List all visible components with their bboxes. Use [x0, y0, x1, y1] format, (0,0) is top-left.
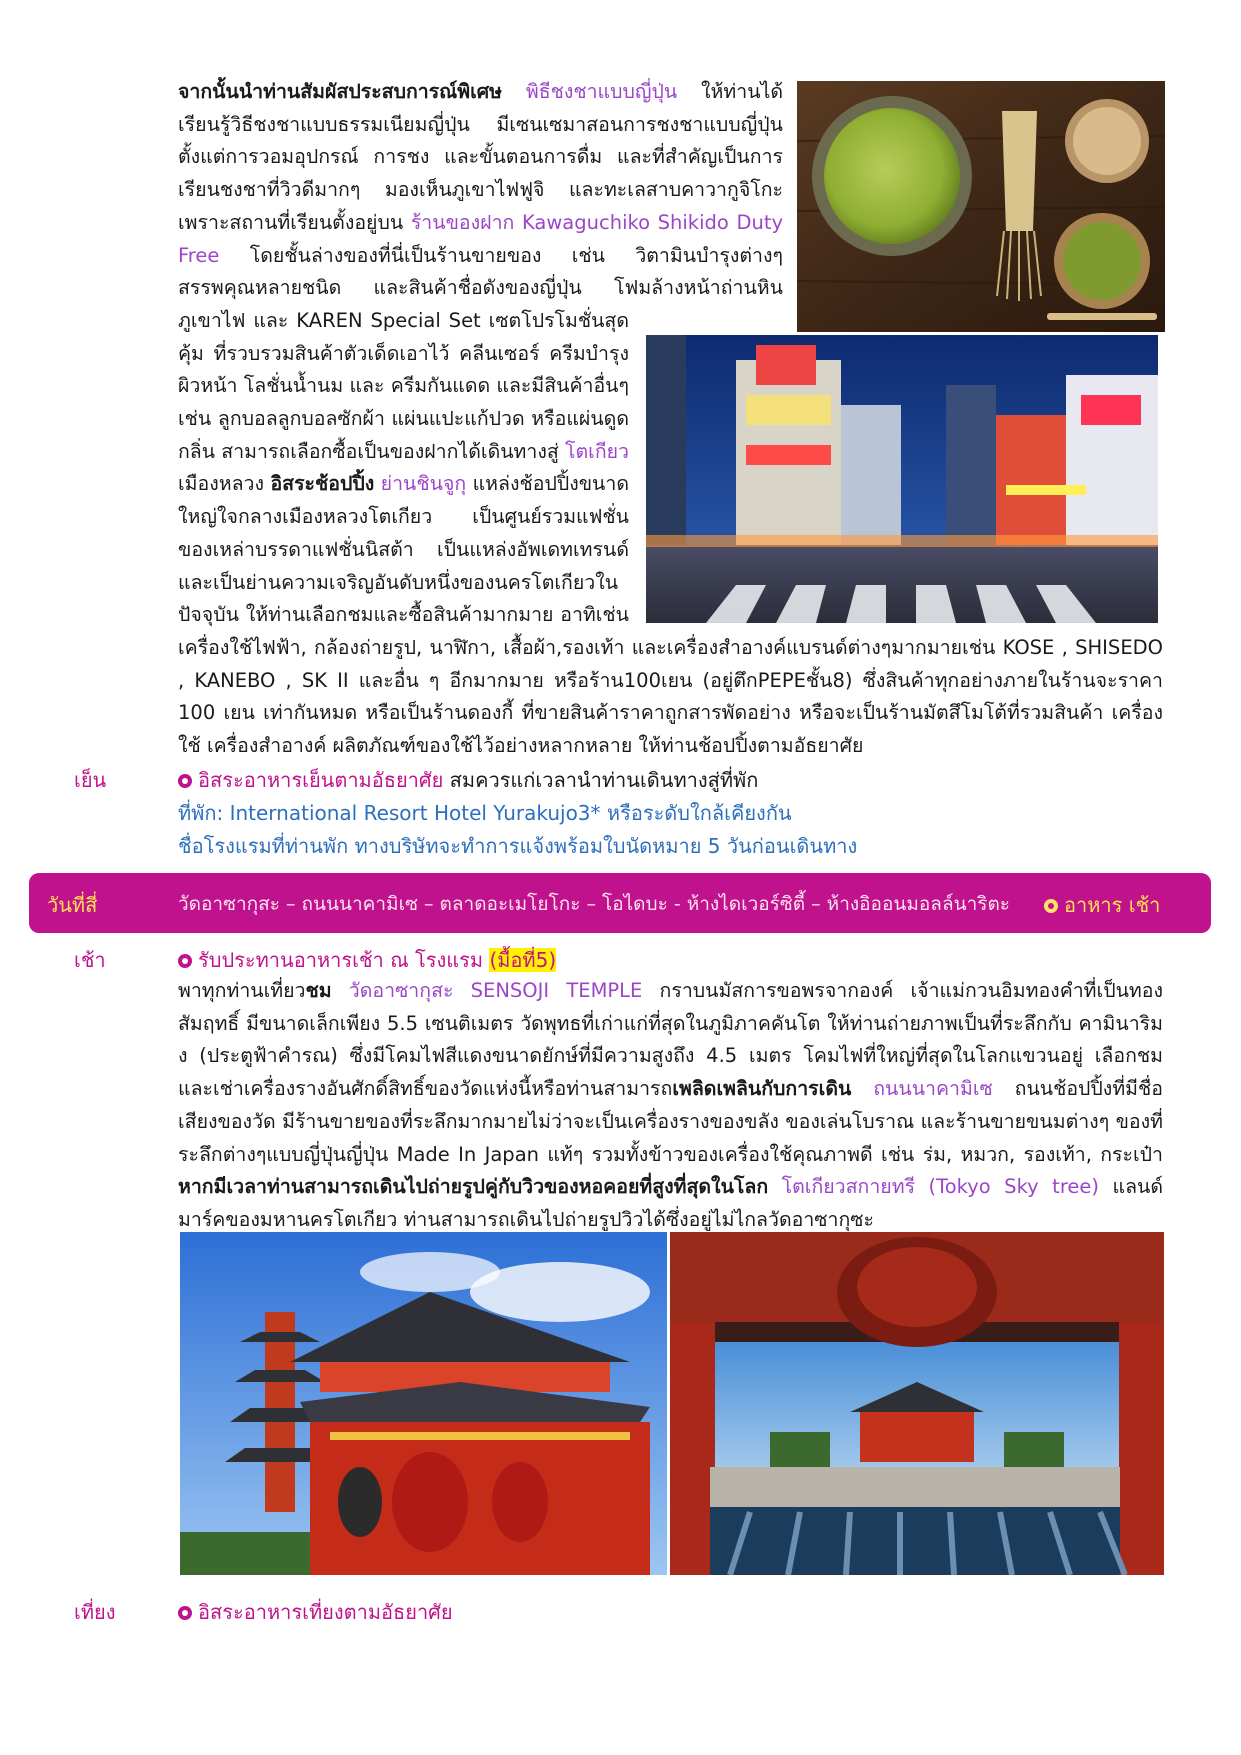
sensoji-gate-photo — [180, 1232, 667, 1575]
shinjuku-text: แหล่งช้อปปิ้งขนาดใหญ่ใจกลางเมืองหลวงโตเกียว เป็นศูนย์รวมแฟชั่น ของเหล่าบรรดาแฟชั่นนิสต้า เป็นแหล่งอัพเดทเทรนด์ และเป็นย่านความเจริญอันดับหนึ่งของนครโตเกียวในปัจจุบัน ให้ท่านเลือกชมและซื้อสินค้ามากมาย อาทิเช่น เครื่องใช้ไฟฟ้า, กล้องถ่ายรูป, นาฬิกา, เสื้อผ้า,รองเท้า และเครื่องสำอางค์แบรนด์ต่างๆมากมายเช่น KOSE , SHISEDO , KANEBO , SK II และอื่น ๆ อีกมากมาย หรือร้าน100เยน (อยู่ตึกPEPEชั้น8) ซึ่งสินค้าทุกอย่างภายในร้านจะราคา 100 เยน เท่ากันหมด หรือเป็นร้านดองกี้ ที่ขายสินค้าราคาถูกสารพัดอย่าง หรือจะเป็นร้านมัตสึโมโต้ที่รวมสินค้า เครื่องใช้ เครื่องสำอางค์ ผลิตภัณฑ์ของใช้ไว้อย่างหลากหลาย ให้ท่านช้อปปิ้งตามอัธยาศัย — [178, 472, 1163, 758]
shop-text: โดยชั้นล่างของที่นี่เป็นร้านขายของ เช่น วิตามินบำรุงต่างๆ สรรพคุณหลายชนิด และสินค้าชื่อดังของญี่ปุ่น โฟมล้างหน้าถ่านหินภูเขาไฟ และ KAREN Special Set เซตโปรโมชั่นสุดคุ้ม ที่รวบรวมสินค้าตัวเด็ดเอาไว้ คลีนเซอร์ ครีมบำรุงผิวหน้า โลชั่นน้ำนม และ ครีมกันแดด และมีสินค้าอื่นๆเช่น ลูกบอลลูกบอลซักผ้า แผ่นแปะแก้ปวด หรือแผ่นดูดกลิ่น สามารถเลือกซื้อเป็นของฝากได้เดินทางสู่ — [178, 243, 784, 463]
sensoji-text: กราบนมัสการขอพรจากองค์ เจ้าแม่กวนอิมทองคำที่เป็นทองสัมฤทธิ์ มีขนาดเล็กเพียง 5.5 เซนติเมตร วัดพุทธที่เก่าแก่ที่สุดในภูมิภาคคันโต ให้ท่านถ่ายภาพเป็นที่ระลึกกับ คามินาริมง (ประตูฟ้าคำรณ) ซึ่งมีโคมไฟสีแดงขนาดยักษ์ที่มีความสูงถึง 4.5 เมตร โคมไฟที่ใหญ่ที่สุดในโลกแขวนอยู่ เลือกชมและเช่าเครื่องรางอันศักดิ์สิทธิ์ของวัดแห่งนี้หรือท่านสามารถ — [178, 979, 1164, 1101]
skytree-link: โตเกียวสกายทรี (Tokyo Sky tree) — [781, 1175, 1100, 1199]
tea-lead: จากนั้นนำท่านสัมผัสประสบการณ์พิเศษ — [178, 80, 503, 103]
hotel-line: ที่พัก: International Resort Hotel Yurakujo3* หรือระดับใกล้เคียงกัน — [178, 801, 792, 825]
breakfast-line — [178, 944, 556, 976]
day-four-band — [29, 873, 1211, 933]
nakamise-link: ถนนนาคามิเซ — [873, 1077, 993, 1101]
lunch-meal: อิสระอาหารเที่ยงตามอัธยาศัย — [198, 1600, 453, 1624]
tea-ceremony-link: พิธีชงชาแบบญี่ปุ่น — [525, 80, 678, 103]
capital-text: เมืองหลวง — [178, 472, 265, 496]
float-spacer-2 — [629, 329, 1163, 616]
float-spacer-1 — [783, 76, 1163, 329]
free-shopping-label: อิสระช้อปปิ้ง — [270, 472, 375, 496]
tokyo-link: โตเกียว — [565, 439, 629, 463]
shinjuku-link: ย่านชินจูกุ — [380, 472, 467, 496]
day-four-route: วัดอาซากุสะ – ถนนนาคามิเซ – ตลาดอะเมโยโกะ – โอไดบะ - ห้างไดเวอร์ซิตี้ – ห้างอิออนมอลล์นาริตะ — [178, 893, 1010, 915]
hotel-note: ชื่อโรงแรมที่ท่านพัก ทางบริษัทจะทำการแจ้งพร้อมใบนัดหมาย 5 วันก่อนเดินทาง — [178, 834, 858, 858]
landmark-text: แลนด์มาร์คของมหานครโตเกียว ท่านสามารถเดินไปถ่ายรูปวิวได้ซึ่งอยู่ไม่ไกลวัดอาซากุซะ — [178, 1175, 1164, 1231]
nakamise-text: ถนนช้อปปิ้งที่มีชื่อเสียงของวัด มีร้านขายของที่ระลึกมากมายไม่ว่าจะเป็นเครื่องรางของขลัง ของเล่นโบราณ และร้านขายขนมต่างๆ ของที่ระลึกต่างๆแบบญี่ปุ่นญี่ปุ่น Made In Japan แท้ๆ รวมทั้งข้าวของเครื่องใช้คุณภาพดี เช่น ร่ม, หมวก, รองเท้า, กระเป๋า — [178, 1077, 1164, 1166]
tour-intro-bold: ชม — [305, 979, 332, 1002]
day-four-label: วันที่สี่ — [47, 893, 98, 917]
shopping-paragraph — [178, 76, 1163, 763]
dish-icon — [1044, 899, 1058, 913]
day-four-meal — [1044, 889, 1160, 921]
breakfast-meal: รับประทานอาหารเช้า ณ โรงแรม — [198, 948, 484, 972]
skytree-lead: หากมีเวลาท่านสามารถเดินไปถ่ายรูปคู่กับวิวของหอคอยที่สูงที่สุดในโลก — [178, 1175, 769, 1199]
dinner-text: สมควรแก่เวลานำท่านเดินทางสู่ที่พัก — [449, 768, 759, 792]
dish-icon — [178, 1606, 192, 1620]
lunch-label: เที่ยง — [74, 1600, 116, 1624]
breakfast-label: เช้า — [74, 948, 106, 972]
sensoji-paragraph — [178, 975, 1163, 1237]
walk-bold: เพลิดเพลินกับการเดิน — [672, 1077, 852, 1101]
dinner-label: เย็น — [74, 768, 107, 792]
dish-icon — [178, 954, 192, 968]
dinner-meal: อิสระอาหารเย็นตามอัธยาศัย — [198, 768, 444, 792]
shop-name-link: ร้านของฝาก Kawaguchiko Shikido Duty Free — [178, 210, 783, 267]
lunch-line — [178, 1596, 453, 1628]
sensoji-view-photo — [670, 1232, 1164, 1575]
dinner-line — [178, 764, 758, 796]
tea-text: ให้ท่านได้เรียนรู้วิธีชงชาแบบธรรมเนียมญี่ปุ่น มีเซนเซมาสอนการชงชาแบบญี่ปุ่น ตั้งแต่การวอมอุปกรณ์ การชง และขั้นตอนการดื่ม และที่สำคัญเป็นการเรียนชงชาที่วิวดีมากๆ มองเห็นภูเขาไฟฟูจิ และทะเลสาบคาวากูจิโกะ เพราะสถานที่เรียนตั้งอยู่บน — [178, 80, 783, 234]
meal-number-badge: (มื้อที่5) — [489, 948, 557, 972]
day-four-meal-text: อาหาร เช้า — [1064, 893, 1161, 917]
sensoji-link: วัดอาซากุสะ SENSOJI TEMPLE — [348, 979, 643, 1002]
tour-intro: พาทุกท่านเที่ยว — [178, 979, 306, 1002]
dish-icon — [178, 774, 192, 788]
